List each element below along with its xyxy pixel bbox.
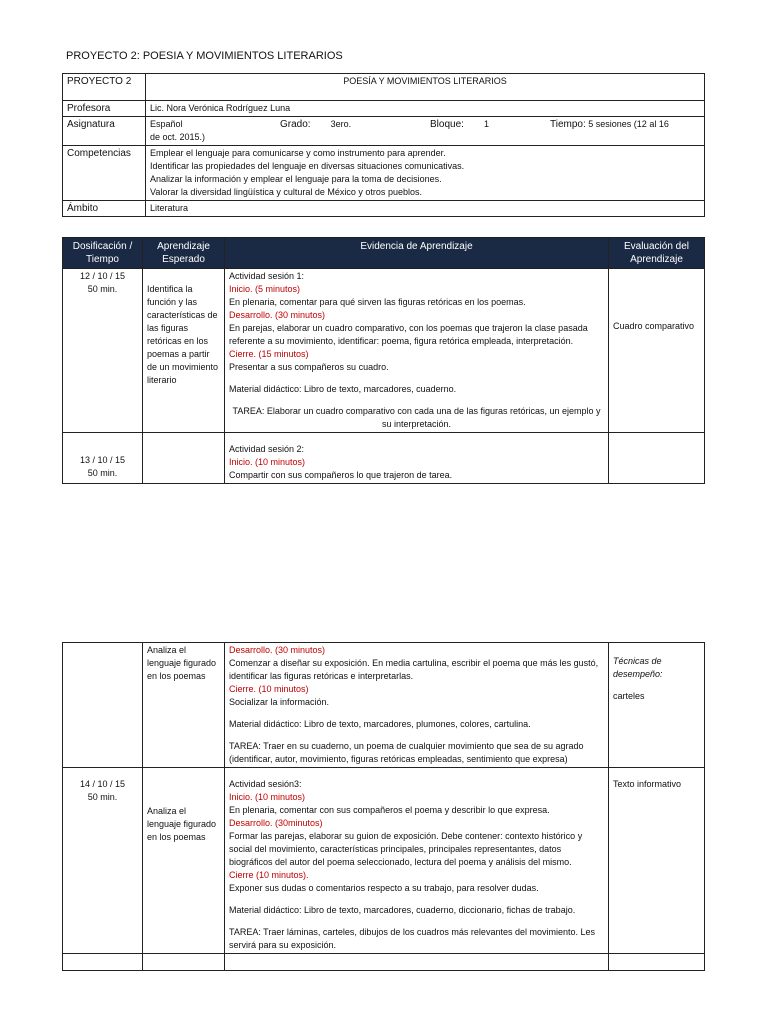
ambito-value: Literatura [146, 201, 705, 217]
header-aprendizaje: Aprendizaje Esperado [143, 238, 225, 269]
expected-learning: Analiza el lenguaje figurado en los poemas [143, 768, 225, 954]
grado-value: 3ero. [330, 119, 352, 129]
document-title: PROYECTO 2: POESIA Y MOVIMIENTOS LITERARIOS [66, 50, 343, 62]
project-info-table [62, 73, 705, 217]
evaluation-cell: Cuadro comparativo [609, 269, 705, 433]
development-label: Desarrollo. (30minutos) [229, 818, 323, 828]
evaluation-cell [609, 433, 705, 484]
expected-learning: Identifica la función y las características de las figuras retóricas en los poemas a partir de un movimiento literario [143, 269, 225, 433]
competencia-item: Valorar la diversidad lingüística y cultural de México y otros pueblos. [150, 187, 422, 197]
start-label: Inicio. (10 minutos) [229, 457, 306, 467]
closing-label: Cierre (10 minutos). [229, 870, 309, 880]
evaluation-value: Texto informativo [613, 779, 682, 789]
evidence-cell [225, 768, 609, 954]
planning-table-1 [62, 237, 705, 484]
activity-title: Actividad sesión 2: [229, 444, 305, 454]
development-text: Comenzar a diseñar su exposición. En media cartulina, escribir el poema que más les gustó, identificar las figuras retóricas e interpretarlas. [229, 658, 599, 681]
homework-text: TAREA: Traer láminas, carteles, dibujos de los cuadros más relevantes del movimiento. Les servirá para su exposición. [229, 927, 595, 950]
session-date: 13 / 10 / 15 [79, 455, 126, 465]
asignatura-value: Español [150, 119, 183, 129]
date-cell [63, 643, 143, 768]
competencia-item: Analizar la información y emplear el lenguaje para la toma de decisiones. [150, 174, 442, 184]
competencias-list [146, 146, 705, 201]
material-line: Material didáctico: Libro de texto, marcadores, plumones, colores, cartulina. [229, 719, 531, 729]
profesora-label: Profesora [63, 101, 146, 117]
tiempo-value-cont: de oct. 2015.) [150, 132, 206, 142]
table-row [63, 768, 705, 954]
table-row [63, 954, 705, 971]
date-cell [63, 269, 143, 433]
evidence-cell [225, 269, 609, 433]
expected-learning: Analiza el lenguaje figurado en los poemas [143, 643, 225, 768]
start-text: En plenaria, comentar para qué sirven las figuras retóricas en los poemas. [229, 297, 526, 307]
closing-text: Presentar a sus compañeros su cuadro. [229, 362, 389, 372]
bloque-value: 1 [483, 119, 489, 129]
closing-text: Exponer sus dudas o comentarios respecto a su trabajo, para resolver dudas. [229, 883, 539, 893]
competencias-label: Competencias [63, 146, 146, 201]
development-text: Formar las parejas, elaborar su guion de exposición. Debe contener: contexto histórico y social del movimiento, características principales, principales representantes, datos biográficos del autor del poema seleccionado, lectura del poema y análisis del mismo. [229, 831, 583, 867]
activity-title: Actividad sesión 1: [229, 271, 305, 281]
header-evidencia: Evidencia de Aprendizaje [225, 238, 609, 269]
start-label: Inicio. (10 minutos) [229, 792, 306, 802]
asignatura-label: Asignatura [63, 117, 146, 146]
closing-label: Cierre. (10 minutos) [229, 684, 309, 694]
activity-title: Actividad sesión3: [229, 779, 302, 789]
planning-table-2 [62, 642, 705, 971]
date-cell [63, 433, 143, 484]
closing-text: Socializar la información. [229, 697, 330, 707]
table-row [63, 269, 705, 433]
date-cell [63, 768, 143, 954]
evaluation-cell [609, 768, 705, 954]
bloque-label: Bloque: [430, 119, 464, 130]
evidence-cell [225, 643, 609, 768]
session-duration: 50 min. [87, 468, 118, 478]
closing-label: Cierre. (15 minutos) [229, 349, 309, 359]
development-text: En parejas, elaborar un cuadro comparativo, con los poemas que trajeron la clase pasada referente a su movimiento, identificar: poema, figura retórica empleada, interpretación. [229, 323, 588, 346]
evaluation-cell [609, 643, 705, 768]
profesora-value: Lic. Nora Verónica Rodríguez Luna [146, 101, 705, 117]
table-row [63, 643, 705, 768]
session-date: 14 / 10 / 15 [79, 779, 126, 789]
material-line: Material didáctico: Libro de texto, marcadores, cuaderno. [229, 384, 457, 394]
table-row [63, 433, 705, 484]
header-dosificacion: Dosificación / Tiempo [63, 238, 143, 269]
tiempo-label: Tiempo: [550, 119, 586, 130]
start-text: En plenaria, comentar con sus compañeros el poema y describir lo que expresa. [229, 805, 550, 815]
session-duration: 50 min. [87, 284, 118, 294]
homework-text: TAREA: Traer en su cuaderno, un poema de cualquier movimiento que sea de su agrado (identificar, autor, movimiento, figuras retóricas empleadas, sentimiento que expresa) [229, 741, 584, 764]
start-text: Compartir con sus compañeros lo que trajeron de tarea. [229, 470, 453, 480]
proyecto-label: PROYECTO 2 [63, 74, 146, 101]
development-label: Desarrollo. (30 minutos) [229, 645, 326, 655]
proyecto-value: POESÍA Y MOVIMIENTOS LITERARIOS [146, 74, 705, 101]
evidence-cell [225, 433, 609, 484]
session-duration: 50 min. [87, 792, 118, 802]
grado-label: Grado: [280, 119, 311, 130]
tiempo-value: 5 sesiones (12 al 16 [588, 119, 669, 129]
header-evaluacion: Evaluación del Aprendizaje [609, 238, 705, 269]
start-label: Inicio. (5 minutos) [229, 284, 301, 294]
ambito-label: Ámbito [63, 201, 146, 217]
session-date: 12 / 10 / 15 [79, 271, 126, 281]
evaluation-technique: Técnicas de desempeño: [613, 656, 663, 679]
material-line: Material didáctico: Libro de texto, marcadores, cuaderno, diccionario, fichas de trabajo. [229, 905, 576, 915]
competencia-item: Emplear el lenguaje para comunicarse y como instrumento para aprender. [150, 148, 446, 158]
homework-text: TAREA: Elaborar un cuadro comparativo con cada una de las figuras retóricas, un ejemplo y su interpretación. [232, 406, 601, 429]
expected-learning [143, 433, 225, 484]
development-label: Desarrollo. (30 minutos) [229, 310, 326, 320]
asignatura-cell [146, 117, 705, 146]
competencia-item: Identificar las propiedades del lenguaje en diversas situaciones comunicativas. [150, 161, 465, 171]
evaluation-value: carteles [613, 691, 645, 701]
